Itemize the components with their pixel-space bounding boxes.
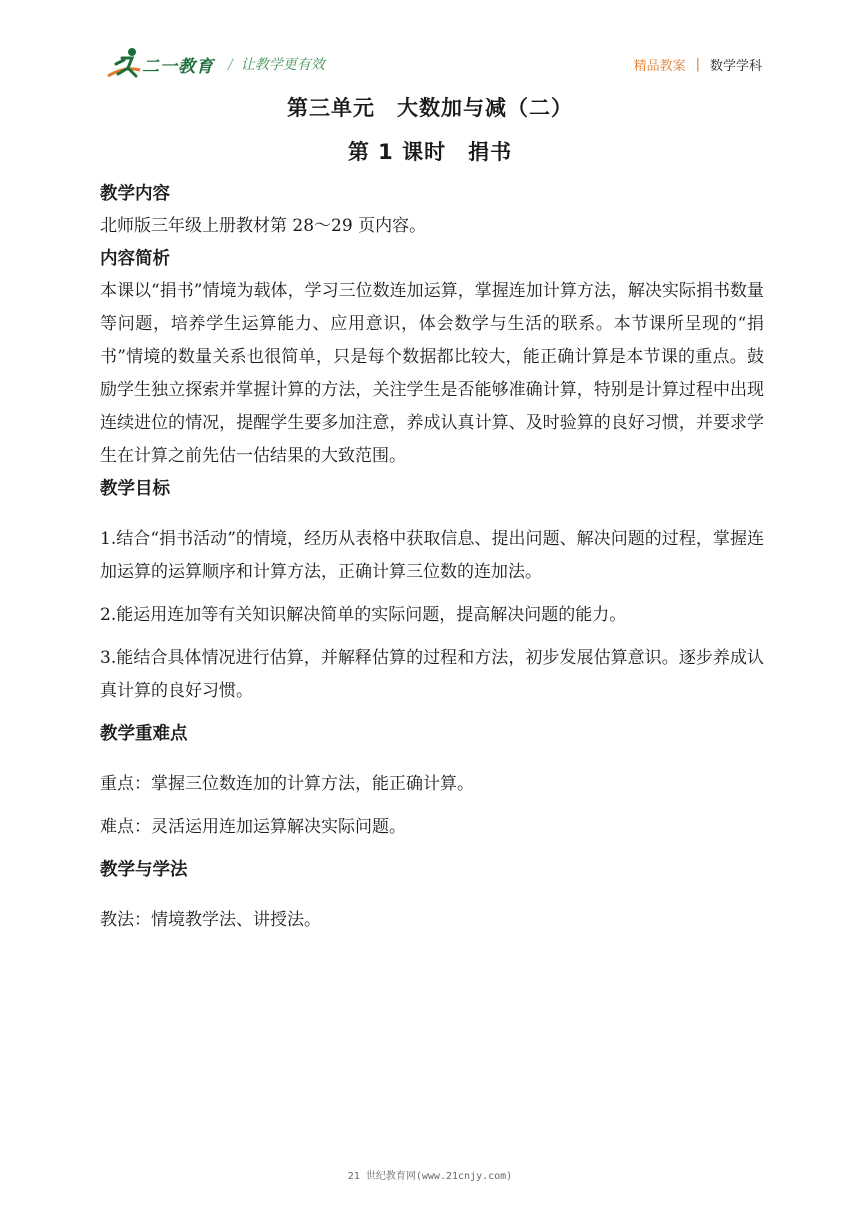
- teaching-method-text: 教法：情境教学法、讲授法。: [100, 910, 321, 930]
- analysis-text: 本课以“捐书”情境为载体，学习三位数连加运算，掌握连加计算方法，解决实际捐书数量等问题，培养学生运算能力、应用意识，体会数学与生活的联系。本节课所呈现的“捐书”情境的数量关系也很简单，只是每个数据都比较大，能正确计算是本节课的重点。鼓励学生独立探索并掌握计算的方法，关注学生是否能够准确计算，特别是计算过程中出现连续进位的情况，提醒学生要多加注意，养成认真计算、及时验算的良好习惯，并要求学生在计算之前先估一估结果的大致范围。: [100, 281, 764, 466]
- page-header: [0, 0, 860, 90]
- content-text: 北师版三年级上册教材第 28～29 页内容。: [100, 216, 427, 236]
- page-footer: 21 世纪教育网(www.21cnjy.com): [347, 1171, 513, 1182]
- goal-item: 3.能结合具体情况进行估算，并解释估算的过程和方法，初步发展估算意识。逐步养成认真计算的良好习惯。: [100, 648, 764, 701]
- heading-content: 教学内容: [100, 184, 170, 204]
- focus-text: 重点：掌握三位数连加的计算方法，能正确计算。: [100, 774, 474, 794]
- header-separator: |: [695, 57, 700, 72]
- document-body: [100, 178, 764, 937]
- header-subject: 数学学科: [709, 59, 762, 74]
- header-right: [634, 55, 762, 74]
- heading-methods: 教学与学法: [100, 860, 188, 880]
- goal-item: 2.能运用连加等有关知识解决简单的实际问题，提高解决问题的能力。: [100, 605, 627, 625]
- header-tag: 精品教案: [633, 59, 686, 74]
- lesson-title: 第 1 课时 捐书: [347, 140, 513, 164]
- heading-key-points: 教学重难点: [100, 724, 188, 744]
- unit-title: 第三单元 大数加与减（二）: [287, 96, 573, 120]
- slogan-text: 让教学更有效: [240, 57, 325, 73]
- slogan: / 让教学更有效: [228, 57, 325, 73]
- heading-analysis: 内容简析: [100, 249, 170, 269]
- difficulty-text: 难点：灵活运用连加运算解决实际问题。: [100, 817, 406, 837]
- logo-text: 二一教育: [142, 57, 214, 77]
- goal-item: 1.结合“捐书活动”的情境，经历从表格中获取信息、提出问题、解决问题的过程，掌握连加运算的运算顺序和计算方法，正确计算三位数的连加法。: [100, 529, 764, 582]
- heading-goals: 教学目标: [100, 479, 170, 499]
